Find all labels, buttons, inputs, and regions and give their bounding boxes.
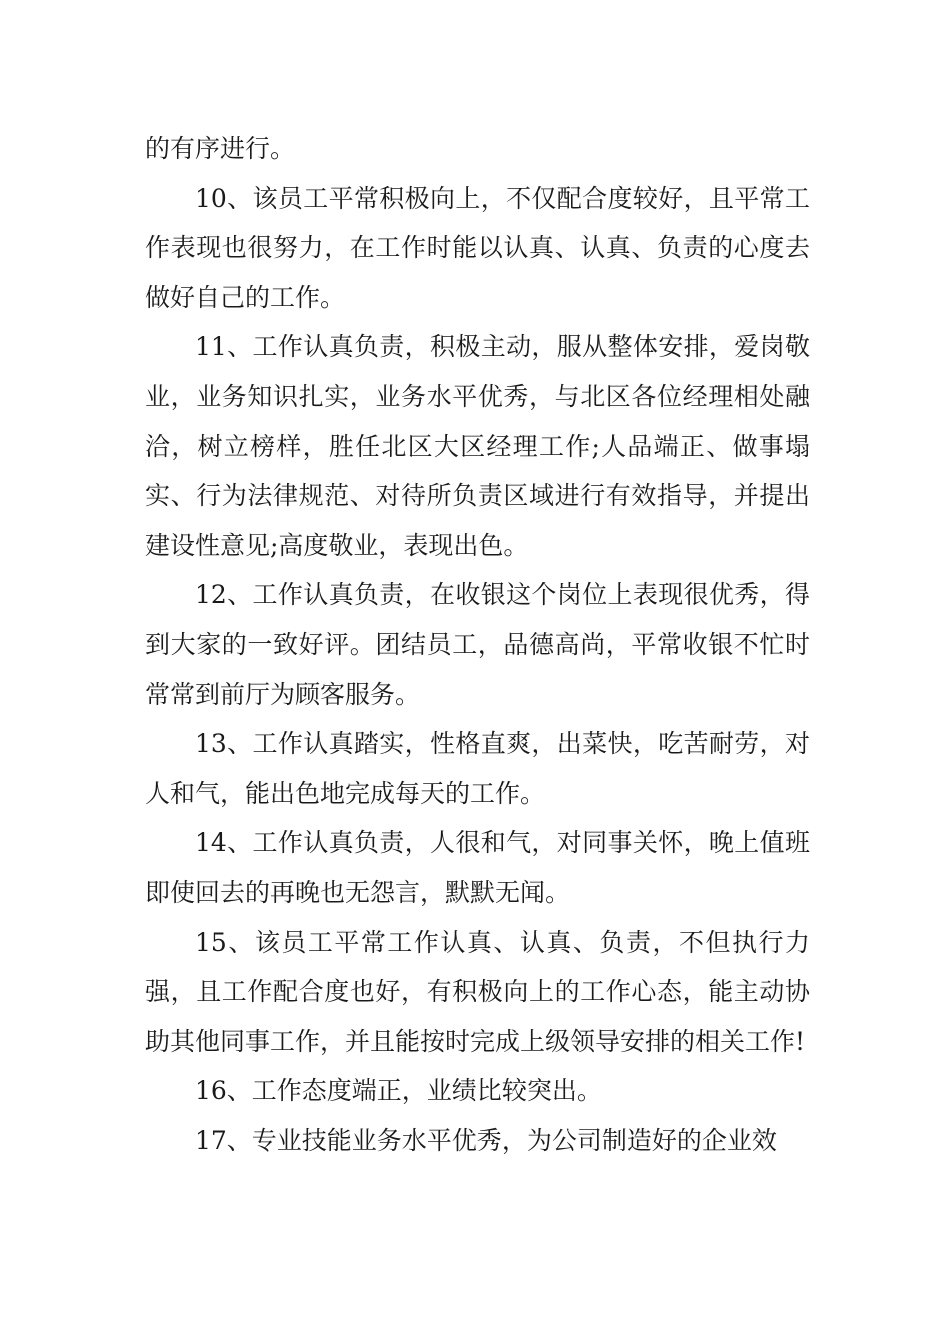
paragraph-item-16: 16、工作态度端正，业绩比较突出。 <box>195 1076 602 1106</box>
paragraph-item-14: 14、工作认真负责，人很和气，对同事关怀，晚上值班即使回去的再晚也无怨言，默默无闻。 <box>145 828 810 907</box>
paragraph-item-13: 13、工作认真踏实，性格直爽，出菜快，吃苦耐劳，对人和气，能出色地完成每天的工作。 <box>145 729 810 808</box>
paragraph-item-10: 10、该员工平常积极向上，不仅配合度较好，且平常工作表现也很努力，在工作时能以认真、认真、负责的心度去做好自己的工作。 <box>145 183 810 312</box>
paragraph-item-12: 12、工作认真负责，在收银这个岗位上表现很优秀，得到大家的一致好评。团结员工，品德高尚，平常收银不忙时常常到前厅为顾客服务。 <box>145 580 810 709</box>
paragraph-continuation: 的有序进行。 <box>145 134 296 163</box>
document-body <box>145 124 810 1165</box>
paragraph-item-17: 17、专业技能业务水平优秀，为公司制造好的企业效 <box>195 1125 777 1155</box>
paragraph-item-15: 15、该员工平常工作认真、认真、负责，不但执行力强，且工作配合度也好，有积极向上的工作心态，能主动协助其他同事工作，并且能按时完成上级领导安排的相关工作! <box>145 927 810 1056</box>
paragraph-item-11: 11、工作认真负责，积极主动，服从整体安排，爱岗敬业，业务知识扎实，业务水平优秀，与北区各位经理相处融洽，树立榜样，胜任北区大区经理工作;人品端正、做事塌实、行为法律规范、对待所负责区域进行有效指导，并提出建设性意见;高度敬业，表现出色。 <box>145 332 810 560</box>
